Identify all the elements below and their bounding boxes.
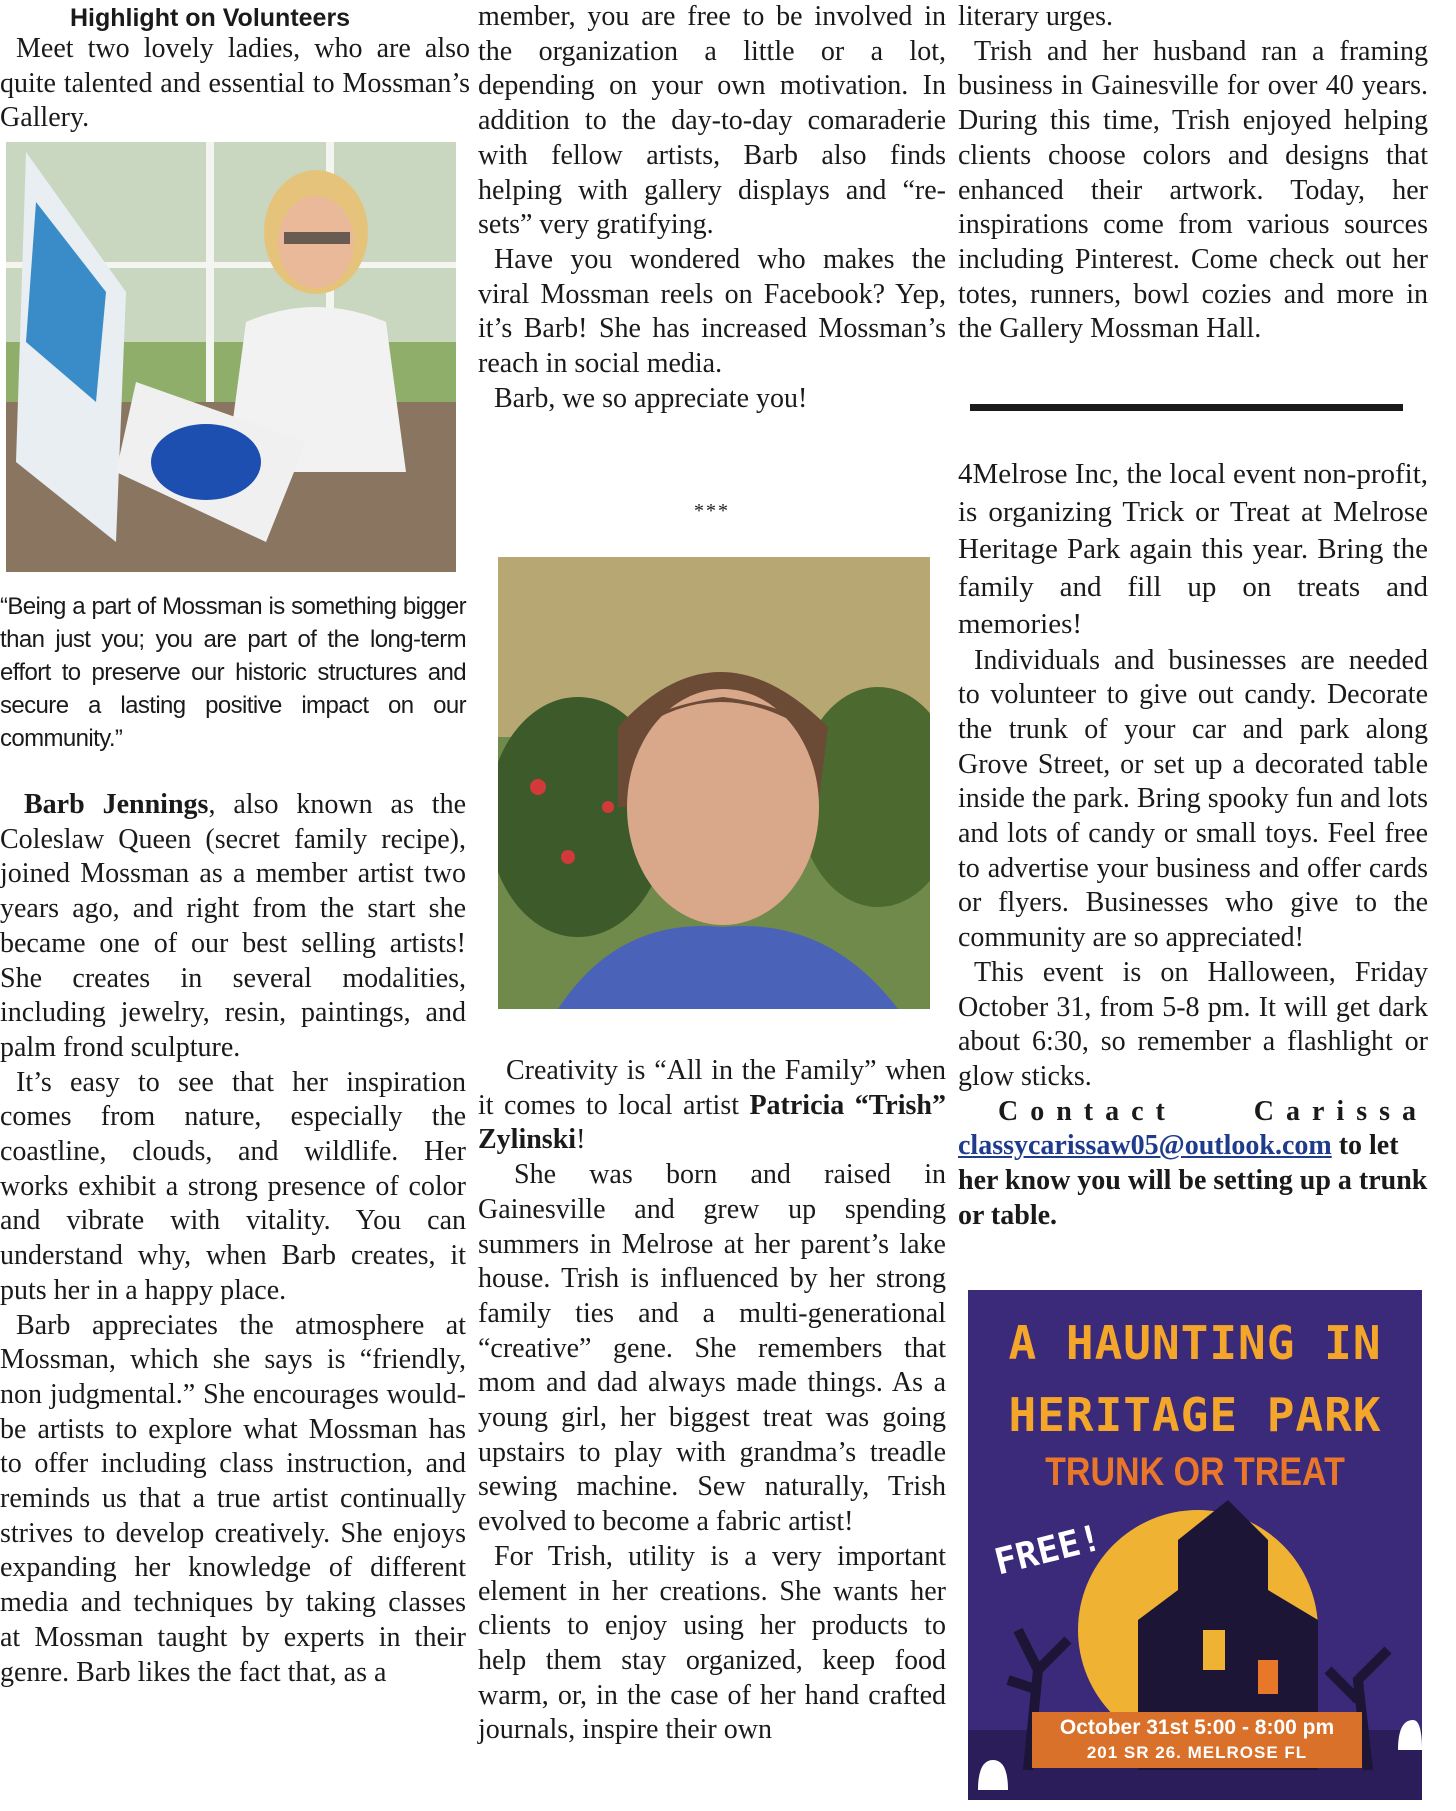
trish-paragraph-2: She was born and raised in Gainesville and grew up spending summers in Melrose at her parent’s lake house. Trish is influenced by her strong family ties and a multi-generational “creative” gene. She remembers that mom and dad always made things. As a young girl, her biggest treat was going upstairs to play with grandma’s treadle sewing machine. Sew naturally, Trish evolved to become a fabric artist! [478,1159,946,1538]
section-divider: *** [694,500,730,522]
trish-paragraph-1-text: Creativity is “All in the Family” when it comes to local artist [478,1055,946,1121]
poster-address: 201 SR 26. MELROSE FL [1086,1743,1308,1762]
poster-title-line-1: A HAUNTING IN [1008,1316,1382,1370]
trish-name: Patricia “Trish” Zylinski [478,1089,946,1156]
poster-subtitle: TRUNK OR TREAT [1045,1450,1345,1494]
barb-paragraph-1-text: , also known as the Coleslaw Queen (secret family recipe), joined Mossman as a member artist two years ago, and right from the start she became one of our best selling artists! She creates in several modalities, including jewelry, resin, paintings, and palm frond sculpture. [0,789,467,1063]
contact-label: Contact Carissa [998,1095,1428,1127]
trish-paragraph-1-end: ! [576,1124,586,1156]
barb-paragraph-5: Have you wondered who makes the viral Mossman reels on Facebook? Yep, it’s Barb! She has increased Mossman’s reach in social media. [478,243,946,380]
event-paragraph-1: 4Melrose Inc, the local event non-profit, is organizing Trick or Treat at Melrose Heritage Park again this year. Bring the family and fill up on treats and memories! [958,458,1428,640]
column-2 [478,0,946,1746]
barb-name: Barb Jennings [24,789,209,820]
section-heading: Highlight on Volunteers [70,4,351,32]
barb-paragraph-1 [0,788,466,1066]
intro-paragraph: Meet two lovely ladies, who are also quite talented and essential to Mossman’s Gallery. [0,33,470,134]
event-paragraph-2: Individuals and businesses are needed to volunteer to give out candy. Decorate the trunk of your car and park along Grove Street, or set up a decorated table inside the park. Bring spooky fun and lots and lots of candy or small toys. Feel free to advertise your business and offer cards or flyers. Businesses who give to the community are so appreciated! [958,644,1428,954]
poster-title-line-2: HERITAGE PARK [1008,1388,1382,1442]
poster-free-label: FREE! [990,1517,1106,1584]
section-rule [970,404,1403,411]
email-link[interactable]: classycarissaw05@outlook.com [958,1130,1332,1162]
pull-quote: “Being a part of Mossman is something bigger than just you; you are part of the long-term effort to preserve our historic structures and secure a lasting positive impact on our community.” [0,593,466,752]
trish-paragraph-5: Trish and her husband ran a framing business in Gainesville for over 40 years. During this time, Trish enjoyed helping clients choose colors and designs that enhanced their artwork. Today, her inspirations come from various sources including Pinterest. Come check out her totes, runners, bowl cozies and more in the Gallery Mossman Hall. [958,35,1428,345]
poster-banner [1032,1712,1362,1768]
barb-paragraph-2: It’s easy to see that her inspiration comes from nature, especially the coastline, clouds, and wildlife. Her works exhibit a strong presence of color and vibrate with vitality. You can understand why, when Barb creates, it puts her in a happy place. [0,1066,466,1306]
event-article [958,456,1428,1233]
barb-paragraph-6: Barb, we so appreciate you! [494,382,808,414]
trish-paragraph-4: literary urges. [958,1,1113,32]
barb-photo [6,142,456,572]
column-3 [958,0,1428,1762]
trish-paragraph-3: For Trish, utility is a very important element in her creations. She wants her clients to enjoy using her products to help them stay organized, keep food warm, or, in the case of her hand crafted journals, inspire their own [478,1540,946,1746]
contact-paragraph [958,1095,1428,1234]
barb-paragraph-4: member, you are free to be involved in the organization a little or a lot, depending on your own motivation. In addition to the day-to-day comaraderie with fellow artists, Barb also finds helping with gallery displays and “re-sets” very gratifying. [478,1,946,241]
column-1 [0,0,470,1688]
event-poster [968,1290,1422,1800]
barb-paragraph-3: Barb appreciates the atmosphere at Mossman, which she says is “friendly, non judgmental.” She encourages would-be artists to explore what Mossman has to offer including class instruction, and reminds us that a true artist continually strives to develop creatively. She enjoys expanding her knowledge of different media and techniques by taking classes at Mossman taught by experts in their genre. Barb likes the fact that, as a [0,1309,466,1688]
poster-date: October 31st 5:00 - 8:00 pm [1059,1716,1335,1739]
event-paragraph-3: This event is on Halloween, Friday October 31, from 5-8 pm. It will get dark about 6:30, so remember a flashlight or glow sticks. [958,956,1428,1092]
trish-article [478,1054,946,1748]
barb-article [0,788,466,1690]
trish-photo [498,557,930,1009]
contact-rest: to let her know you will be setting up a trunk or table. [958,1130,1428,1231]
trish-paragraph-1 [478,1054,946,1158]
